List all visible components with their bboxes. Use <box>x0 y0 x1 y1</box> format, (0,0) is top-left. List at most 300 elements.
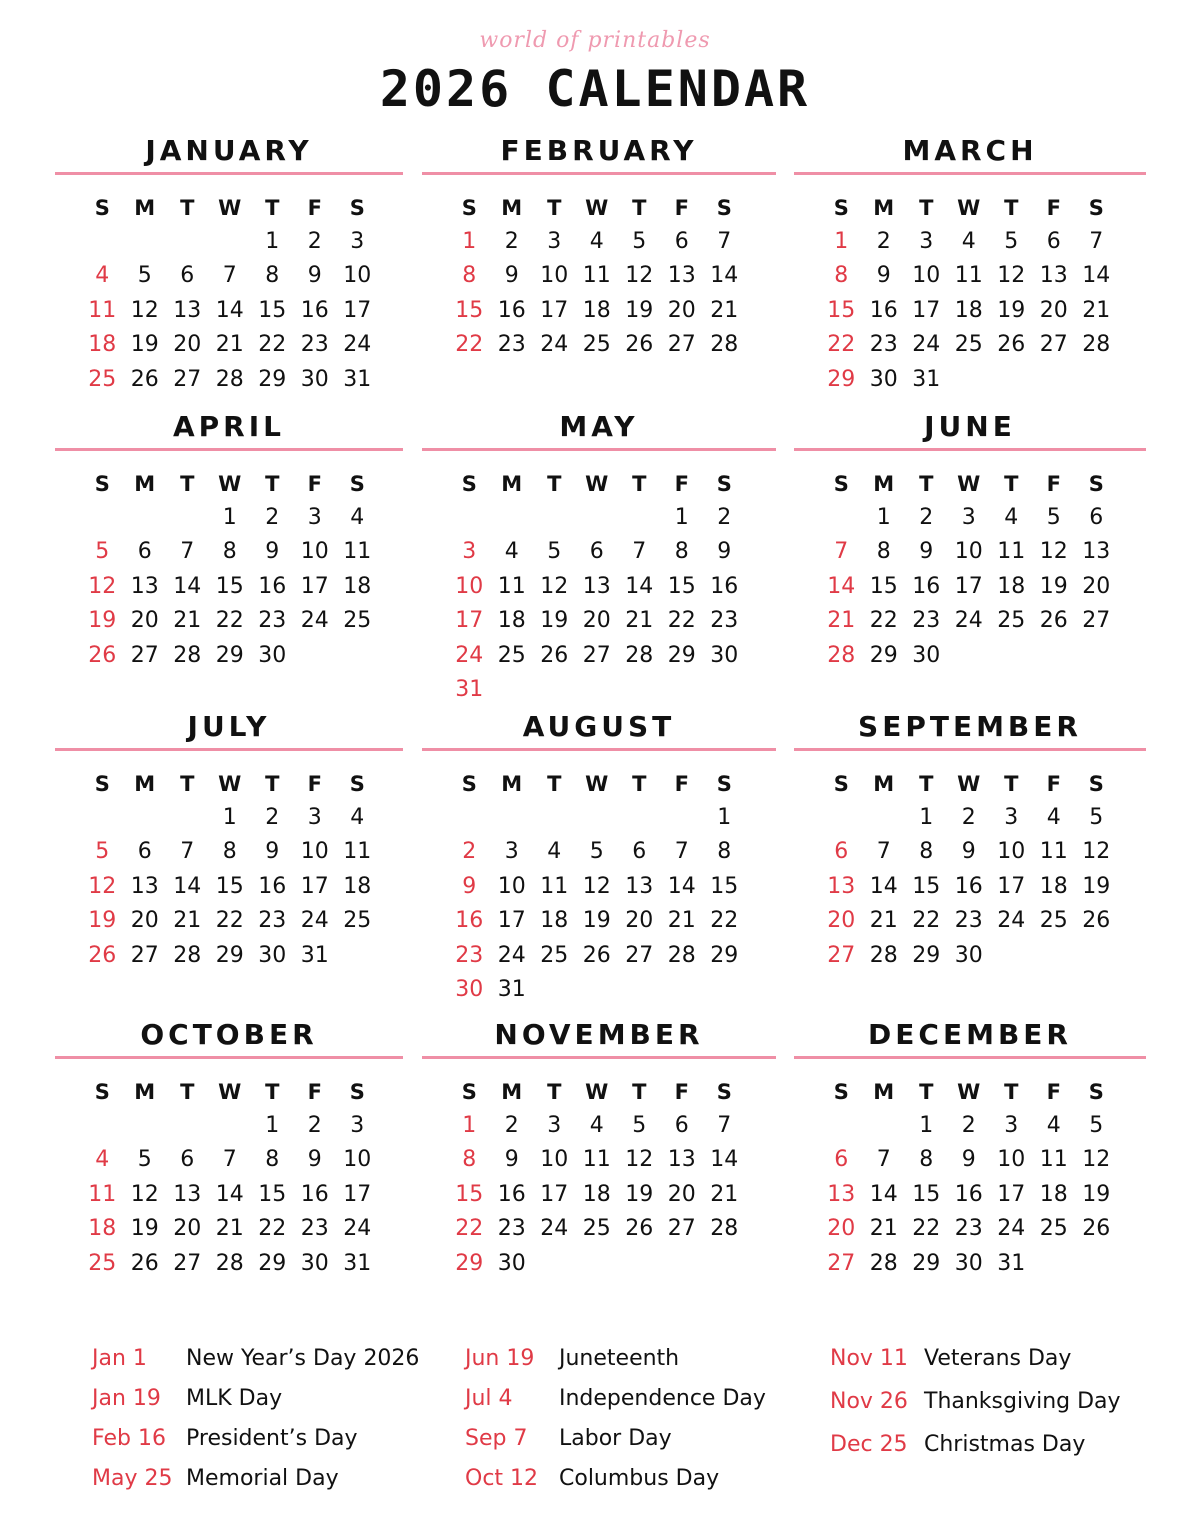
holiday-date: Nov 11 <box>830 1346 908 1371</box>
day-cell: 12 <box>130 1181 159 1207</box>
day-cell: 13 <box>827 873 856 899</box>
day-cell: 11 <box>1039 839 1068 865</box>
day-cell: 7 <box>876 839 891 865</box>
holiday-name: President’s Day <box>186 1426 358 1451</box>
day-cell: 20 <box>667 1181 696 1207</box>
day-cell: 23 <box>954 1216 983 1242</box>
month-1 <box>422 134 776 363</box>
day-cell: 15 <box>258 1181 287 1207</box>
week-row <box>448 801 776 835</box>
day-cell: 18 <box>582 1181 611 1207</box>
day-cell: 12 <box>1039 539 1068 565</box>
day-cell: 13 <box>130 573 159 599</box>
week-row <box>820 939 1146 973</box>
day-cell: 16 <box>497 1181 526 1207</box>
day-cell: 19 <box>582 908 611 934</box>
day-cell: 23 <box>258 908 287 934</box>
day-cell: 29 <box>258 366 287 392</box>
day-cell: 5 <box>547 539 562 565</box>
day-cell: 2 <box>504 229 519 254</box>
day-cell: 7 <box>222 1147 237 1173</box>
day-cell: 20 <box>625 908 654 934</box>
day-cell: 22 <box>827 332 856 358</box>
month-3 <box>55 410 403 673</box>
day-cell: 28 <box>215 366 244 392</box>
day-cell: 21 <box>215 332 244 358</box>
day-cell: 22 <box>258 1216 287 1242</box>
week-row <box>820 604 1146 638</box>
day-cell: 4 <box>961 229 976 254</box>
day-cell: 8 <box>265 263 280 289</box>
day-cell: 30 <box>258 942 287 968</box>
weekday-label: W <box>218 196 242 220</box>
page-title: 2026 CALENDAR <box>379 60 811 118</box>
day-cell: 26 <box>130 1250 159 1276</box>
empty-day-cell <box>166 801 209 835</box>
day-cell: 3 <box>961 505 976 530</box>
month-2 <box>794 134 1146 397</box>
empty-day-cell <box>336 639 379 673</box>
empty-day-cell <box>533 973 576 1007</box>
month-divider <box>55 748 403 751</box>
week-row <box>448 501 776 535</box>
weekday-label: S <box>1088 772 1104 796</box>
weekday-label: T <box>632 1080 647 1104</box>
day-cell: 7 <box>876 1147 891 1173</box>
day-cell: 12 <box>88 873 117 899</box>
week-row <box>81 835 403 869</box>
week-row <box>820 639 1146 673</box>
month-divider <box>794 1056 1146 1059</box>
day-cell: 12 <box>130 297 159 323</box>
holiday-item <box>465 1342 766 1382</box>
day-cell: 3 <box>504 839 519 865</box>
holiday-name: Thanksgiving Day <box>924 1389 1121 1414</box>
day-cell: 5 <box>589 839 604 865</box>
empty-day-cell <box>661 973 704 1007</box>
day-cell: 20 <box>173 332 202 358</box>
month-9 <box>55 1018 403 1281</box>
week-row <box>448 835 776 869</box>
empty-day-cell <box>703 1247 746 1281</box>
week-row <box>81 904 403 938</box>
day-cell: 30 <box>455 976 484 1002</box>
month-divider <box>422 448 776 451</box>
day-cell: 12 <box>1082 1147 1111 1173</box>
month-name: SEPTEMBER <box>858 710 1082 743</box>
week-row <box>81 639 403 673</box>
holiday-date: Oct 12 <box>465 1466 539 1491</box>
day-cell: 4 <box>95 1147 110 1173</box>
day-cell: 16 <box>954 873 983 899</box>
weekday-label: T <box>632 772 647 796</box>
day-cell: 17 <box>343 1181 372 1207</box>
day-cell: 27 <box>1039 332 1068 358</box>
day-cell: 2 <box>265 805 280 830</box>
day-cell: 17 <box>540 297 569 323</box>
weekday-label: T <box>919 772 934 796</box>
day-cell: 31 <box>455 676 484 702</box>
day-cell: 27 <box>625 942 654 968</box>
day-cell: 12 <box>997 263 1026 289</box>
day-cell: 15 <box>258 297 287 323</box>
day-cell: 6 <box>1089 505 1104 530</box>
day-cell: 5 <box>1089 1113 1104 1138</box>
day-cell: 14 <box>173 573 202 599</box>
week-row <box>81 328 403 362</box>
day-cell: 19 <box>1082 873 1111 899</box>
week-row <box>448 939 776 973</box>
day-cell: 25 <box>540 942 569 968</box>
month-days <box>448 801 776 1007</box>
day-cell: 3 <box>462 539 477 565</box>
month-divider <box>55 172 403 175</box>
day-cell: 17 <box>300 873 329 899</box>
day-cell: 9 <box>919 539 934 565</box>
day-cell: 22 <box>215 908 244 934</box>
empty-day-cell <box>533 501 576 535</box>
month-days <box>81 501 403 673</box>
day-cell: 12 <box>582 873 611 899</box>
week-row <box>820 904 1146 938</box>
month-name: OCTOBER <box>140 1018 318 1051</box>
day-cell: 22 <box>912 1216 941 1242</box>
day-cell: 18 <box>954 297 983 323</box>
day-cell: 15 <box>710 873 739 899</box>
day-cell: 4 <box>504 539 519 565</box>
day-cell: 22 <box>869 608 898 634</box>
day-cell: 15 <box>667 573 696 599</box>
weekday-label: S <box>716 772 732 796</box>
weekday-label: T <box>547 1080 562 1104</box>
day-cell: 27 <box>130 942 159 968</box>
holiday-item <box>830 1342 1121 1385</box>
day-cell: 31 <box>912 366 941 392</box>
empty-day-cell <box>948 639 991 673</box>
week-row <box>820 259 1146 293</box>
week-row <box>820 835 1146 869</box>
day-cell: 10 <box>540 263 569 289</box>
weekday-label: M <box>501 1080 523 1104</box>
brand-logo: world of printables <box>479 28 711 53</box>
day-cell: 26 <box>88 942 117 968</box>
month-8 <box>794 710 1146 973</box>
week-row <box>820 225 1146 259</box>
month-days <box>820 225 1146 397</box>
day-cell: 12 <box>625 263 654 289</box>
day-cell: 14 <box>215 1181 244 1207</box>
weekday-label: M <box>134 472 156 496</box>
weekday-label: F <box>674 1080 689 1104</box>
weekday-label: T <box>1004 196 1019 220</box>
day-cell: 20 <box>582 608 611 634</box>
weekday-label: S <box>94 472 110 496</box>
day-cell: 27 <box>582 642 611 668</box>
day-cell: 10 <box>997 1147 1026 1173</box>
holiday-date: Dec 25 <box>830 1432 908 1457</box>
day-cell: 12 <box>540 573 569 599</box>
empty-day-cell <box>336 939 379 973</box>
day-cell: 6 <box>137 839 152 865</box>
day-cell: 23 <box>455 942 484 968</box>
empty-day-cell <box>661 801 704 835</box>
day-cell: 7 <box>717 1113 732 1138</box>
day-cell: 31 <box>343 366 372 392</box>
day-cell: 24 <box>343 332 372 358</box>
weekday-label: W <box>218 772 242 796</box>
weekday-label: M <box>873 196 895 220</box>
day-cell: 6 <box>137 539 152 565</box>
day-cell: 27 <box>827 1250 856 1276</box>
week-row <box>81 939 403 973</box>
month-divider <box>422 748 776 751</box>
day-cell: 22 <box>215 608 244 634</box>
day-cell: 8 <box>919 839 934 865</box>
day-cell: 28 <box>710 332 739 358</box>
holiday-name: Labor Day <box>559 1426 672 1451</box>
empty-day-cell <box>533 1247 576 1281</box>
day-cell: 21 <box>1082 297 1111 323</box>
month-days <box>820 501 1146 673</box>
empty-day-cell <box>81 1109 124 1143</box>
weekday-label: F <box>674 196 689 220</box>
day-cell: 12 <box>1082 839 1111 865</box>
week-row <box>448 904 776 938</box>
week-row <box>448 570 776 604</box>
day-cell: 19 <box>540 608 569 634</box>
day-cell: 25 <box>582 332 611 358</box>
day-cell: 25 <box>497 642 526 668</box>
weekday-label: T <box>919 1080 934 1104</box>
empty-day-cell <box>1075 639 1118 673</box>
empty-day-cell <box>576 1247 619 1281</box>
day-cell: 21 <box>710 297 739 323</box>
week-row <box>448 328 776 362</box>
day-cell: 2 <box>961 805 976 830</box>
weekday-label: F <box>307 472 322 496</box>
weekday-header <box>81 191 403 225</box>
empty-day-cell <box>81 501 124 535</box>
day-cell: 5 <box>1004 229 1019 254</box>
day-cell: 25 <box>343 608 372 634</box>
weekday-header <box>81 467 403 501</box>
month-name: FEBRUARY <box>500 134 698 167</box>
day-cell: 29 <box>667 642 696 668</box>
day-cell: 25 <box>1039 1216 1068 1242</box>
day-cell: 17 <box>912 297 941 323</box>
day-cell: 19 <box>997 297 1026 323</box>
day-cell: 13 <box>667 1147 696 1173</box>
month-0 <box>55 134 403 397</box>
month-name: JULY <box>187 710 271 743</box>
month-divider <box>794 448 1146 451</box>
day-cell: 7 <box>834 539 849 565</box>
day-cell: 6 <box>674 1113 689 1138</box>
empty-day-cell <box>124 801 167 835</box>
empty-day-cell <box>703 673 746 707</box>
day-cell: 5 <box>1089 805 1104 830</box>
day-cell: 1 <box>919 1113 934 1138</box>
day-cell: 23 <box>300 332 329 358</box>
weekday-label: M <box>873 772 895 796</box>
week-row <box>81 870 403 904</box>
day-cell: 22 <box>455 332 484 358</box>
day-cell: 18 <box>1039 1181 1068 1207</box>
day-cell: 20 <box>130 608 159 634</box>
day-cell: 30 <box>300 1250 329 1276</box>
day-cell: 10 <box>997 839 1026 865</box>
day-cell: 7 <box>1089 229 1104 254</box>
holiday-item <box>92 1382 419 1422</box>
month-name: NOVEMBER <box>494 1018 704 1051</box>
day-cell: 21 <box>173 908 202 934</box>
day-cell: 28 <box>710 1216 739 1242</box>
weekday-label: S <box>1088 1080 1104 1104</box>
weekday-label: F <box>674 772 689 796</box>
day-cell: 10 <box>455 573 484 599</box>
day-cell: 29 <box>455 1250 484 1276</box>
day-cell: 4 <box>589 1113 604 1138</box>
week-row <box>820 870 1146 904</box>
month-divider <box>794 172 1146 175</box>
day-cell: 11 <box>343 839 372 865</box>
day-cell: 2 <box>504 1113 519 1138</box>
day-cell: 5 <box>1046 505 1061 530</box>
day-cell: 31 <box>343 1250 372 1276</box>
day-cell: 18 <box>582 297 611 323</box>
day-cell: 25 <box>997 608 1026 634</box>
day-cell: 13 <box>1039 263 1068 289</box>
day-cell: 18 <box>88 1216 117 1242</box>
weekday-header <box>820 467 1146 501</box>
empty-day-cell <box>618 673 661 707</box>
day-cell: 26 <box>130 366 159 392</box>
weekday-label: F <box>307 196 322 220</box>
weekday-header <box>820 767 1146 801</box>
day-cell: 17 <box>954 573 983 599</box>
month-name: APRIL <box>172 410 285 443</box>
empty-day-cell <box>576 801 619 835</box>
day-cell: 23 <box>300 1216 329 1242</box>
day-cell: 2 <box>307 1113 322 1138</box>
week-row <box>81 259 403 293</box>
month-10 <box>422 1018 776 1281</box>
day-cell: 9 <box>961 839 976 865</box>
week-row <box>448 535 776 569</box>
day-cell: 14 <box>710 1147 739 1173</box>
day-cell: 16 <box>710 573 739 599</box>
day-cell: 5 <box>95 539 110 565</box>
day-cell: 13 <box>173 297 202 323</box>
weekday-label: T <box>1004 472 1019 496</box>
empty-day-cell <box>1033 1247 1076 1281</box>
weekday-label: F <box>307 1080 322 1104</box>
holiday-date: Jan 19 <box>92 1386 161 1411</box>
day-cell: 10 <box>497 873 526 899</box>
weekday-header <box>820 1075 1146 1109</box>
day-cell: 10 <box>300 539 329 565</box>
day-cell: 18 <box>88 332 117 358</box>
weekday-label: T <box>1004 1080 1019 1104</box>
day-cell: 8 <box>834 263 849 289</box>
weekday-label: S <box>461 472 477 496</box>
day-cell: 24 <box>540 332 569 358</box>
day-cell: 26 <box>625 332 654 358</box>
day-cell: 17 <box>497 908 526 934</box>
empty-day-cell <box>576 673 619 707</box>
weekday-label: S <box>1088 472 1104 496</box>
empty-day-cell <box>1033 939 1076 973</box>
day-cell: 19 <box>1082 1181 1111 1207</box>
weekday-label: S <box>461 772 477 796</box>
weekday-label: W <box>957 1080 981 1104</box>
day-cell: 2 <box>919 505 934 530</box>
weekday-label: T <box>919 196 934 220</box>
day-cell: 1 <box>222 805 237 830</box>
holiday-column <box>465 1342 766 1502</box>
day-cell: 20 <box>827 1216 856 1242</box>
holiday-item <box>830 1428 1121 1471</box>
day-cell: 3 <box>350 229 365 254</box>
week-row <box>448 973 776 1007</box>
weekday-header <box>81 1075 403 1109</box>
day-cell: 14 <box>827 573 856 599</box>
weekday-label: W <box>585 772 609 796</box>
weekday-label: M <box>134 772 156 796</box>
holiday-date: Jul 4 <box>465 1386 513 1411</box>
weekday-label: F <box>307 772 322 796</box>
day-cell: 25 <box>343 908 372 934</box>
month-6 <box>55 710 403 973</box>
day-cell: 28 <box>667 942 696 968</box>
day-cell: 21 <box>869 908 898 934</box>
day-cell: 7 <box>222 263 237 289</box>
empty-day-cell <box>703 973 746 1007</box>
weekday-label: W <box>957 196 981 220</box>
day-cell: 27 <box>667 332 696 358</box>
day-cell: 4 <box>589 229 604 254</box>
day-cell: 23 <box>954 908 983 934</box>
day-cell: 8 <box>876 539 891 565</box>
day-cell: 15 <box>912 1181 941 1207</box>
day-cell: 24 <box>455 642 484 668</box>
empty-day-cell <box>491 501 534 535</box>
day-cell: 14 <box>667 873 696 899</box>
day-cell: 17 <box>343 297 372 323</box>
weekday-label: T <box>265 196 280 220</box>
day-cell: 16 <box>258 873 287 899</box>
day-cell: 20 <box>1082 573 1111 599</box>
day-cell: 9 <box>265 539 280 565</box>
weekday-label: T <box>180 196 195 220</box>
week-row <box>820 1247 1146 1281</box>
day-cell: 19 <box>130 332 159 358</box>
day-cell: 3 <box>547 229 562 254</box>
day-cell: 3 <box>307 505 322 530</box>
empty-day-cell <box>209 1109 252 1143</box>
day-cell: 30 <box>954 1250 983 1276</box>
month-divider <box>794 748 1146 751</box>
day-cell: 16 <box>455 908 484 934</box>
day-cell: 24 <box>954 608 983 634</box>
week-row <box>81 1247 403 1281</box>
day-cell: 3 <box>919 229 934 254</box>
holiday-item <box>92 1462 419 1502</box>
week-row <box>81 570 403 604</box>
day-cell: 4 <box>95 263 110 289</box>
weekday-label: S <box>833 772 849 796</box>
empty-day-cell <box>820 501 863 535</box>
